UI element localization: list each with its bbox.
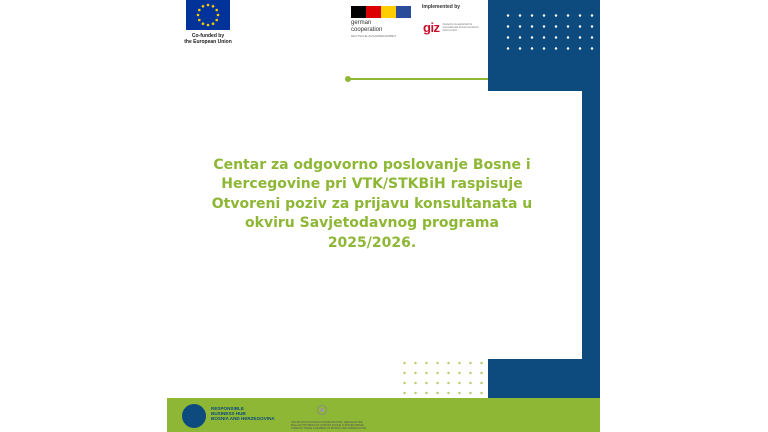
rbh-network-line: RBH NETWORK bbox=[211, 421, 246, 427]
headline bbox=[187, 156, 557, 253]
gc-line: cooperation bbox=[351, 26, 383, 33]
vtk-logo bbox=[291, 400, 367, 431]
eu-flag-icon bbox=[186, 0, 230, 30]
eu-caption-line: the European Union bbox=[184, 39, 232, 45]
gc-line: german bbox=[351, 20, 372, 26]
giz-logo bbox=[423, 20, 485, 35]
rbh-line: BOSNIA AND HERZEGOVINA bbox=[211, 416, 275, 421]
gc-subtitle: DEUTSCHE ZUSAMMENARBEIT bbox=[351, 34, 397, 38]
announcement-poster bbox=[167, 0, 600, 432]
rbh-line: RESPONSIBLE bbox=[211, 405, 244, 411]
eu-caption-line: Co-funded by bbox=[191, 33, 225, 39]
headline-line: Otvoreni poziv za prijavu konsultanata u bbox=[211, 195, 533, 212]
eu-caption bbox=[177, 33, 239, 45]
german-cooperation-logo bbox=[351, 6, 415, 38]
vtk-line: VANJSKOTRGOVINSKA KOMORA BOSNE I HERCEGOVINE bbox=[291, 421, 364, 424]
eu-logo bbox=[177, 0, 239, 45]
headline-line: Hercegovine pri VTK/STKBiH raspisuje bbox=[221, 176, 523, 193]
giz-wordmark: giz bbox=[423, 20, 440, 35]
giz-subtitle: Deutsche Gesellschaft für Internationale Zusammenarbeit (GIZ) GmbH bbox=[442, 22, 479, 33]
headline-line: Centar za odgovorno poslovanje Bosne i bbox=[213, 157, 531, 173]
implemented-by-label: Implemented by bbox=[422, 4, 461, 10]
headline-line: okviru Savjetodavnog programa bbox=[245, 215, 499, 232]
decorative-line bbox=[348, 78, 488, 80]
rbh-text bbox=[211, 406, 275, 427]
vtk-line: FOREIGN TRADE CHAMBER OF BOSNIA AND HERZEGOVINA bbox=[291, 427, 367, 431]
headline-line: 2025/2026. bbox=[327, 234, 417, 251]
vtk-text bbox=[291, 421, 367, 431]
german-cooperation-text bbox=[351, 20, 415, 33]
dot-pattern-bottom bbox=[399, 358, 483, 398]
rbh-logo bbox=[169, 402, 275, 430]
vtk-line: ВАЊСКОТРГОВИНСКА КОМОРА БОСНЕ И ХЕРЦЕГОВИНЕ bbox=[291, 424, 364, 428]
rbh-circles-icon bbox=[169, 402, 209, 430]
rbh-line: BUSINESS HUB bbox=[211, 410, 246, 416]
german-flag-icon bbox=[351, 6, 411, 18]
vtk-emblem-icon bbox=[316, 405, 328, 415]
dot-pattern-top bbox=[502, 10, 594, 58]
